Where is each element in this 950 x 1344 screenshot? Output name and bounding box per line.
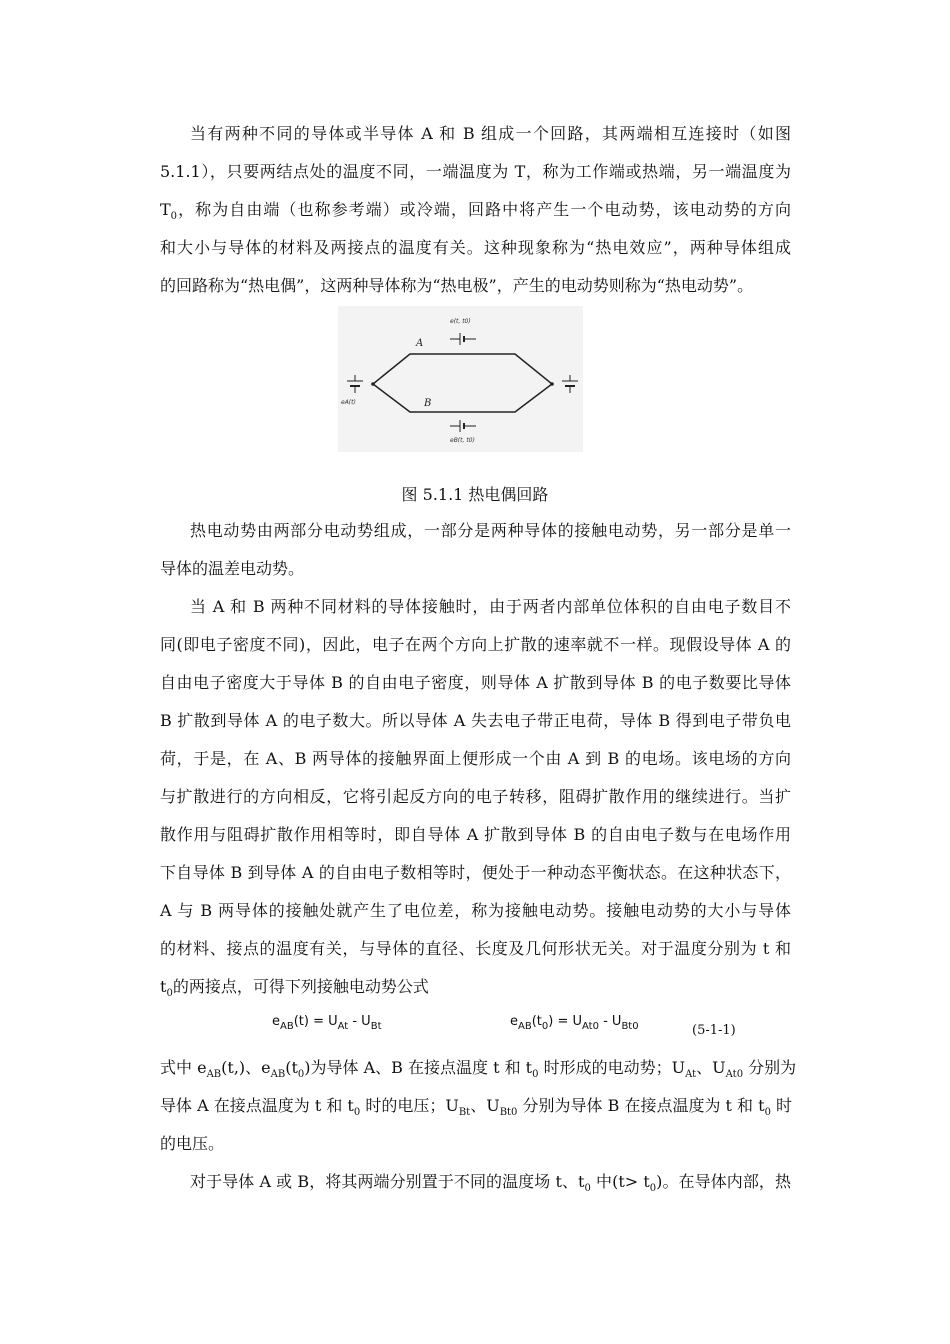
para5-line1: 对于导体 A 或 B，将其两端分别置于不同的温度场 t、$t_0$ 中$(t> t_0)$。在导体内部，热 xyxy=(190,1172,791,1194)
para1-line5: 的回路称为“热电偶”，这两种导体称为“热电极”，产生的电动势则称为“热电动势”。 xyxy=(160,276,754,295)
para3-line9: A 与 B 两导体的接触处就产生了电位差，称为接触电动势。接触电动势的大小与导体 xyxy=(160,901,791,920)
para2-line1: 热电动势由两部分电动势组成，一部分是两种导体的接触电动势，另一部分是单一 xyxy=(190,521,791,540)
para4-line3: 的电压。 xyxy=(160,1134,225,1153)
para3-line2: 同(即电子密度不同)，因此，电子在两个方向上扩散的速率就不一样。现假设导体 A 的 xyxy=(160,635,791,654)
formula-1: $e_{AB}(t) = U_{At} - U_{Bt}$ xyxy=(272,1014,382,1032)
figure-caption: 图 5.1.1 热电偶回路 xyxy=(401,485,549,504)
para3-line5: 荷，于是，在 A、B 两导体的接触界面上便形成一个由 A 到 B 的电场。该电场的方向 xyxy=(160,749,791,768)
label-e-top: e(t, t0) xyxy=(450,318,471,325)
para1-line4: 和大小与导体的材料及两接点的温度有关。这种现象称为“热电效应”，两种导体组成 xyxy=(160,238,791,257)
equation-number: (5-1-1) xyxy=(692,1023,736,1038)
para1-line2: 5.1.1），只要两结点处的温度不同，一端温度为 T，称为工作端或热端，另一端温度为 xyxy=(160,162,791,181)
thermocouple-circuit-diagram xyxy=(338,306,583,452)
para4-line2: 导体 A 在接点温度为 t 和 $t_0$ 时的电压；$U_{Bt}$、$U_{Bt0}$ 分别为导体 B 在接点温度为 t 和 $t_0$ 时 xyxy=(160,1096,793,1118)
para1-line3: $T_0$，称为自由端（也称参考端）或冷端，回路中将产生一个电动势，该电动势的方向 xyxy=(160,200,791,222)
para3-line8: 下自导体 B 到导体 A 的自由电子数相等时，便处于一种动态平衡状态。在这种状态下， xyxy=(160,863,791,882)
label-e-left: eA(t) xyxy=(341,399,356,406)
para3-line6: 与扩散进行的方向相反，它将引起反方向的电子转移，阻碍扩散作用的继续进行。当扩 xyxy=(160,787,791,806)
para3-line7: 散作用与阻碍扩散作用相等时，即自导体 A 扩散到导体 B 的自由电子数与在电场作用 xyxy=(160,825,791,844)
formula-2: $e_{AB}(t_0) = U_{At0} - U_{Bt0}$ xyxy=(510,1014,639,1032)
para1-line1: 当有两种不同的导体或半导体 A 和 B 组成一个回路，其两端相互连接时（如图 xyxy=(190,124,791,143)
thermocouple-figure xyxy=(338,306,583,452)
para3-line11: $t_0$的两接点，可得下列接触电动势公式 xyxy=(160,977,429,999)
para2-line2: 导体的温差电动势。 xyxy=(160,559,305,578)
para4-line1: 式中 $e_{AB}(t,)$、$e_{AB}(t_0)$为导体 A、B 在接点温度 t 和 $t_0$ 时形成的电动势；$U_{At}$、$U_{At0}$ 分别为 xyxy=(160,1058,797,1080)
para3-line4: B 扩散到导体 A 的电子数大。所以导体 A 失去电子带正电荷，导体 B 得到电子带负电 xyxy=(160,711,791,730)
para3-line3: 自由电子密度大于导体 B 的自由电子密度，则导体 A 扩散到导体 B 的电子数要比导体 xyxy=(160,673,791,692)
para3-line10: 的材料、接点的温度有关，与导体的直径、长度及几何形状无关。对于温度分别为 t 和 xyxy=(160,939,791,958)
label-b: B xyxy=(424,398,432,409)
label-a: A xyxy=(416,338,424,349)
label-e-bottom: eB(t, t0) xyxy=(450,437,475,444)
para3-line1: 当 A 和 B 两种不同材料的导体接触时，由于两者内部单位体积的自由电子数目不 xyxy=(190,597,791,616)
